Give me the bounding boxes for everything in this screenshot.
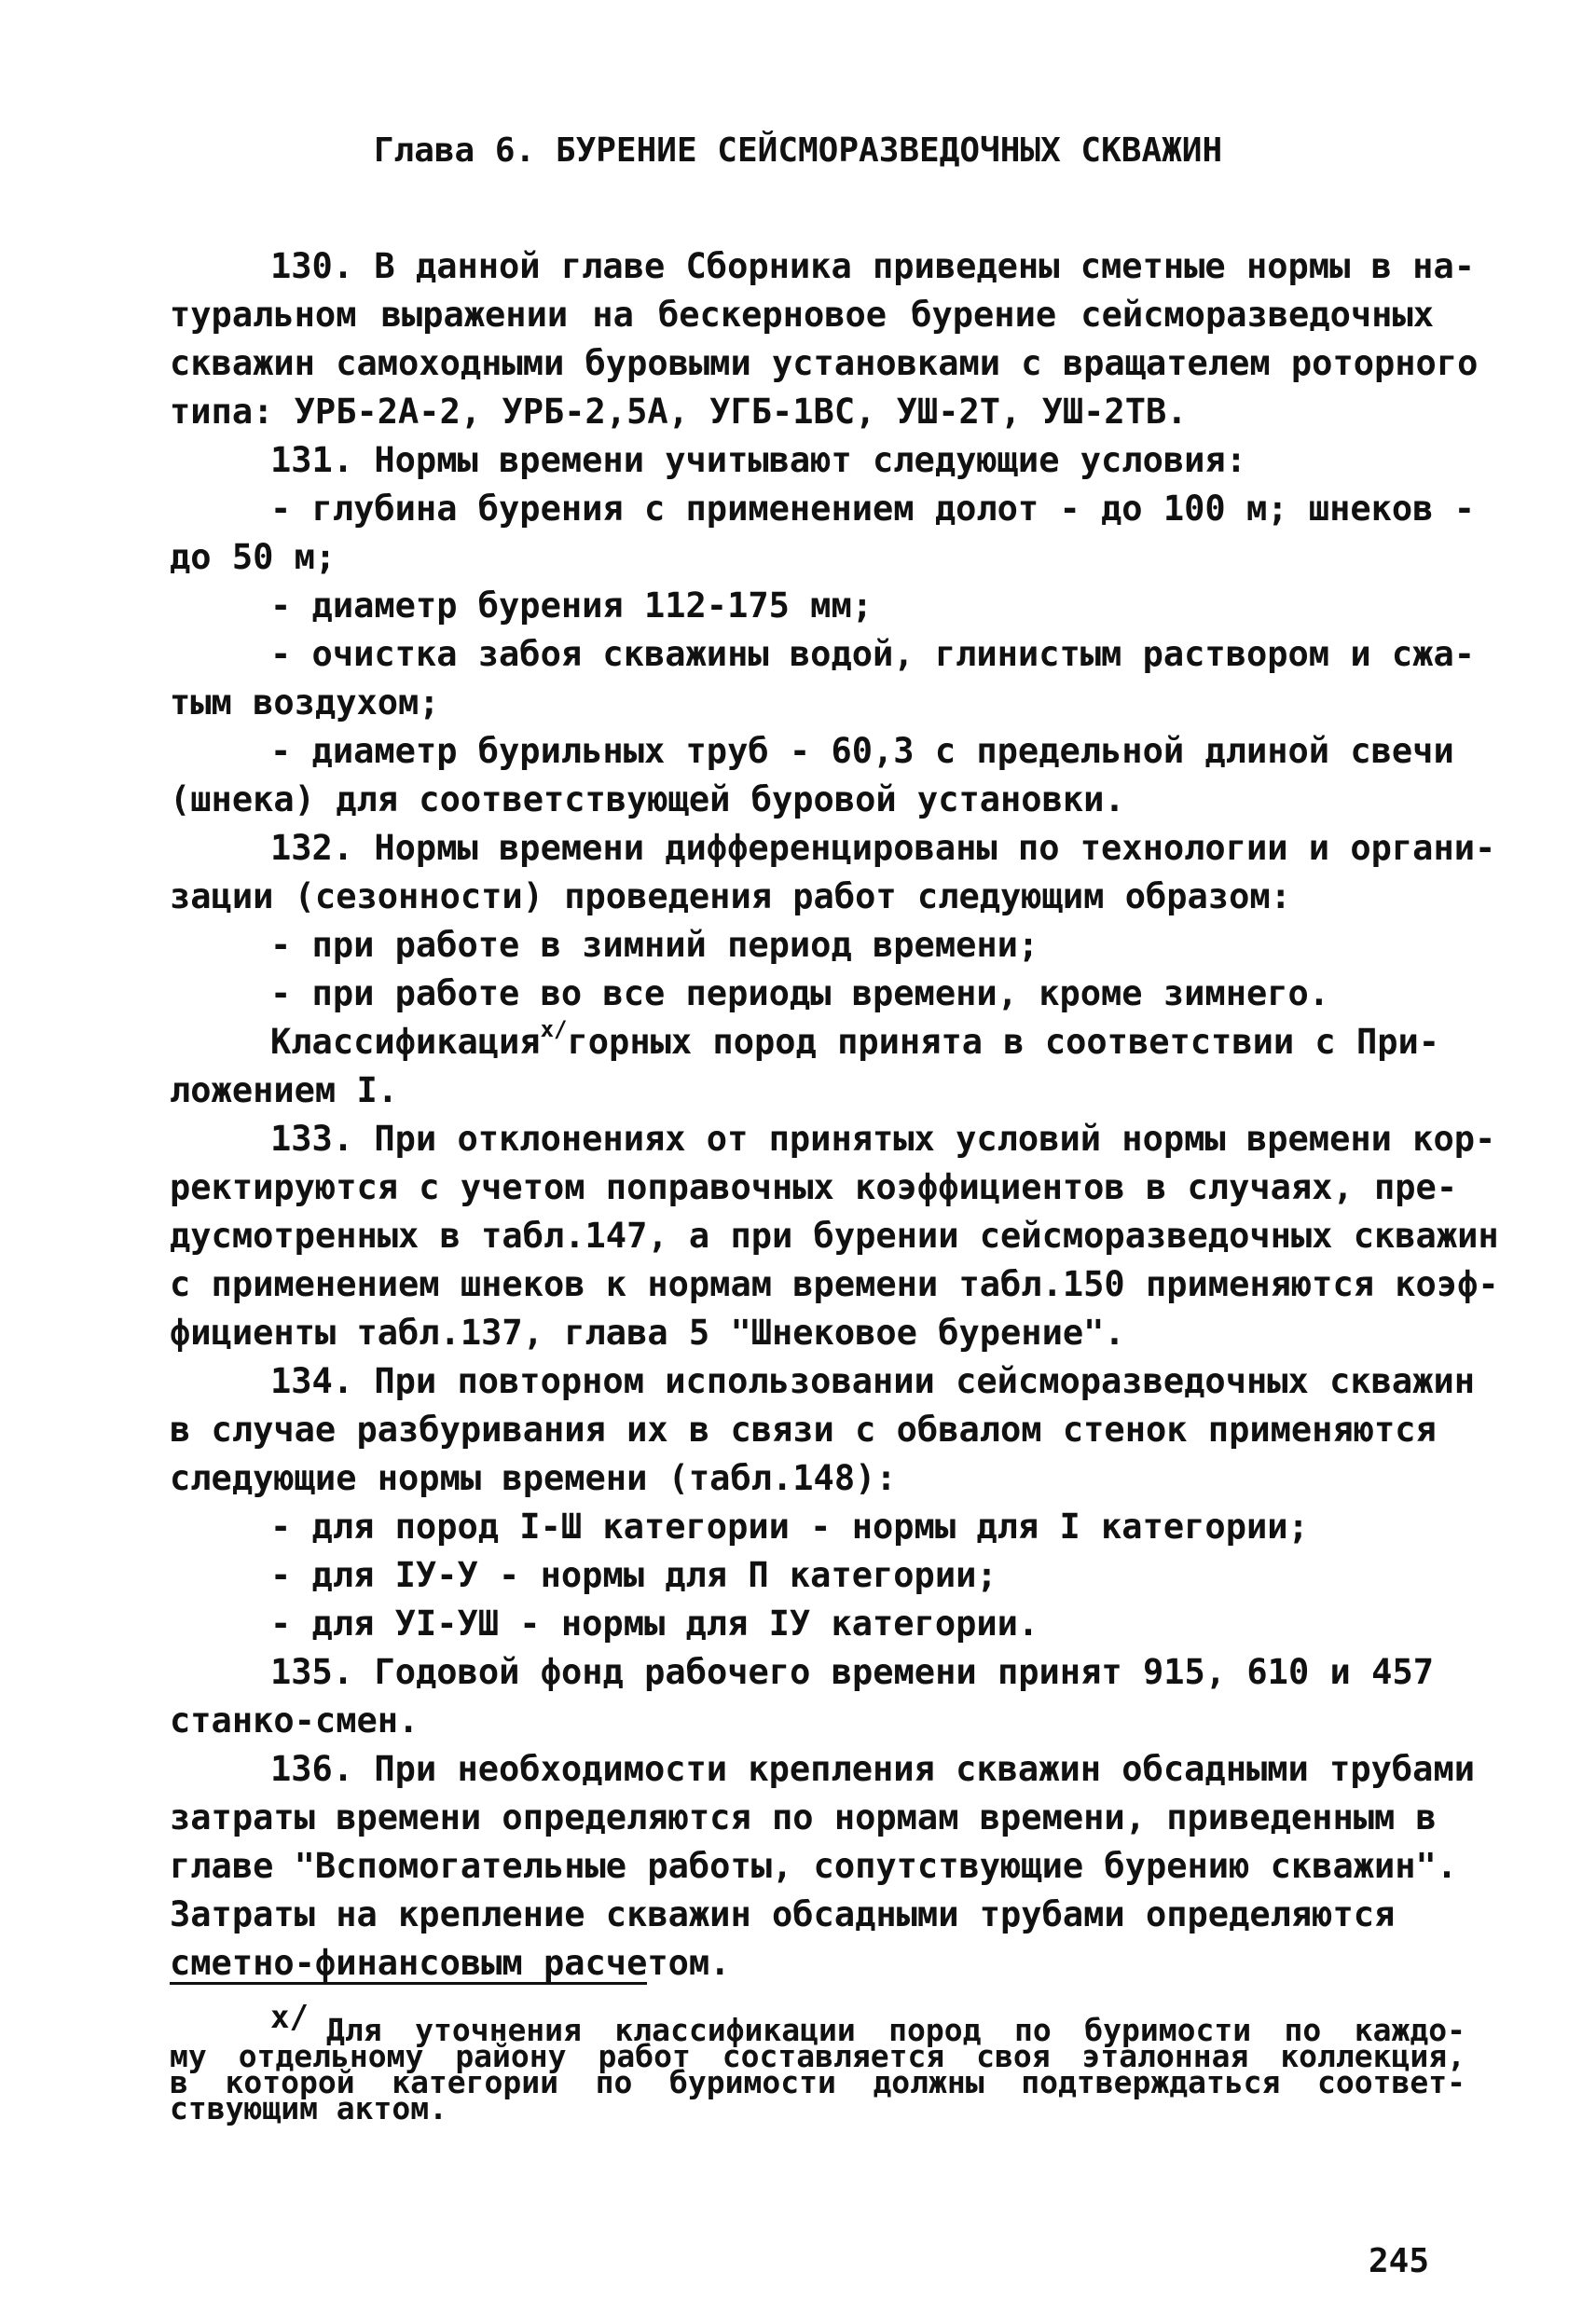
text-line: станко-смен. (170, 1700, 420, 1741)
text-line: дусмотренных в табл.147, а при бурении сейсморазведочных скважин (170, 1216, 1499, 1256)
text-line: 131. Нормы времени учитывают следующие условия: (270, 440, 1246, 480)
text-line: 132. Нормы времени дифференцированы по технологии и органи- (270, 828, 1496, 868)
classification-word: Классификация$^{x/}$ (270, 1016, 568, 1062)
text-line: - очистка забоя скважины водой, глинистым раствором и сжа- (270, 634, 1476, 674)
text-line: сметно-финансовым расчетом. (170, 1943, 731, 1983)
text-line: 136. При необходимости крепления скважин обсадными трубами (270, 1749, 1476, 1789)
text-line: - для УI-УШ - нормы для IУ категории. (270, 1603, 1039, 1644)
text-line: ректируются с учетом поправочных коэффициентов в случаях, пре- (170, 1167, 1458, 1207)
text-line: следующие нормы времени (табл.148): (170, 1458, 897, 1498)
text-line: ложением I. (170, 1070, 399, 1110)
footnote-line: му отдельному району работ составляется своя эталонная коллекция, (170, 2038, 1465, 2074)
text-line: 130. В данной главе Сборника приведены сметные нормы в на- (270, 246, 1476, 286)
text-line: - при работе во все периоды времени, кроме зимнего. (270, 973, 1330, 1013)
text-line: 133. При отклонениях от принятых условий нормы времени кор- (270, 1119, 1496, 1159)
text-line: - при работе в зимний период времени; (270, 925, 1039, 965)
text-line-classification (270, 1016, 1440, 1065)
footnote-line: ствующим актом. (170, 2090, 448, 2126)
text-line: - диаметр бурильных труб - 60,3 с предельной длиной свечи (270, 731, 1454, 771)
text-line: в случае разбуривания их в связи с обвалом стенок применяются (170, 1410, 1437, 1450)
text-line-rest: горных пород принята в соответствии с При- (567, 1022, 1440, 1062)
text-line: - глубина бурения с применением долот - до 100 м; шнеков - (270, 489, 1476, 529)
page-number: 245 (1369, 2242, 1430, 2280)
text-line: фициенты табл.137, глава 5 "Шнековое бурение". (170, 1313, 1125, 1353)
footnote-line: Для уточнения классификации пород по буримости по каждо- (326, 2012, 1465, 2048)
text-line: главе "Вспомогательные работы, сопутствующие бурению скважин". (170, 1846, 1458, 1886)
text-line: туральном выражении на бескерновое бурение сейсморазведочных (170, 295, 1434, 335)
text-line: до 50 м; (170, 537, 337, 577)
text-line: - диаметр бурения 112-175 мм; (270, 585, 874, 626)
text-line: тым воздухом; (170, 682, 440, 722)
text-line: типа: УРБ-2А-2, УРБ-2,5А, УГБ-1ВС, УШ-2Т, УШ-2ТВ. (170, 392, 1188, 432)
text-line: - для IУ-У - нормы для П категории; (270, 1555, 998, 1595)
text-line: затраты времени определяются по нормам времени, приведенным в (170, 1797, 1437, 1837)
footnote-separator (170, 1982, 647, 1985)
text-line: 135. Годовой фонд рабочего времени принят 915, 610 и 457 (270, 1652, 1434, 1692)
text-line: с применением шнеков к нормам времени табл.150 применяются коэф- (170, 1264, 1499, 1304)
text-line: зации (сезонности) проведения работ следующим образом: (170, 876, 1291, 916)
text-line: 134. При повторном использовании сейсморазведочных скважин (270, 1361, 1476, 1401)
text-line: (шнека) для соответствующей буровой установки. (170, 779, 1125, 819)
footnote-ref: x/ (540, 1016, 568, 1042)
text-line: скважин самоходными буровыми установками с вращателем роторного (170, 343, 1479, 383)
text-line: Затраты на крепление скважин обсадными трубами определяются (170, 1894, 1396, 1934)
footnote-marker: x/ (270, 1999, 309, 2036)
text-line: - для пород I-Ш категории - нормы для I категории; (270, 1507, 1309, 1547)
chapter-title: Глава 6. БУРЕНИЕ СЕЙСМОРАЗВЕДОЧНЫХ СКВАЖИН (373, 131, 1223, 170)
footnote-line: в которой категории по буримости должны подтверждаться соответ- (170, 2064, 1465, 2100)
